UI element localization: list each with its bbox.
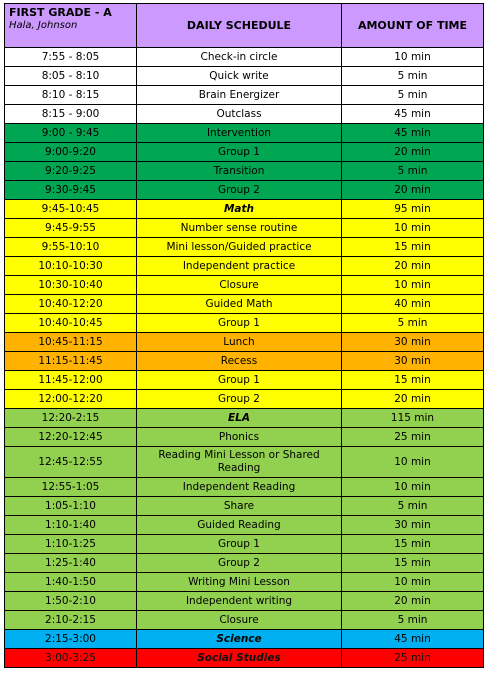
- time-cell: 1:05-1:10: [5, 497, 137, 516]
- schedule-row: [5, 181, 484, 200]
- amount-cell: 5 min: [342, 611, 484, 630]
- time-cell: 8:15 - 9:00: [5, 105, 137, 124]
- amount-cell: 15 min: [342, 554, 484, 573]
- schedule-row: [5, 592, 484, 611]
- activity-cell: Independent Reading: [137, 478, 342, 497]
- activity-cell: Mini lesson/Guided practice: [137, 238, 342, 257]
- activity-cell: Group 1: [137, 535, 342, 554]
- schedule-row: [5, 314, 484, 333]
- time-cell: 9:45-10:45: [5, 200, 137, 219]
- time-cell: 9:00-9:20: [5, 143, 137, 162]
- schedule-row: [5, 649, 484, 668]
- amount-cell: 20 min: [342, 390, 484, 409]
- activity-cell: Outclass: [137, 105, 342, 124]
- activity-cell: Closure: [137, 611, 342, 630]
- time-cell: 8:05 - 8:10: [5, 67, 137, 86]
- amount-cell: 25 min: [342, 649, 484, 668]
- amount-cell: 15 min: [342, 535, 484, 554]
- header-row: [5, 4, 484, 48]
- activity-cell: Brain Energizer: [137, 86, 342, 105]
- schedule-row: [5, 276, 484, 295]
- amount-cell: 5 min: [342, 497, 484, 516]
- amount-cell: 30 min: [342, 516, 484, 535]
- time-cell: 9:55-10:10: [5, 238, 137, 257]
- amount-cell: 20 min: [342, 592, 484, 611]
- amount-cell: 45 min: [342, 630, 484, 649]
- activity-cell: Recess: [137, 352, 342, 371]
- amount-cell: 95 min: [342, 200, 484, 219]
- amount-cell: 10 min: [342, 219, 484, 238]
- activity-cell: Guided Reading: [137, 516, 342, 535]
- time-cell: 7:55 - 8:05: [5, 48, 137, 67]
- amount-cell: 10 min: [342, 478, 484, 497]
- activity-cell: Guided Math: [137, 295, 342, 314]
- schedule-row: [5, 238, 484, 257]
- amount-cell: 15 min: [342, 238, 484, 257]
- schedule-row: [5, 535, 484, 554]
- schedule-row: [5, 497, 484, 516]
- time-cell: 1:10-1:25: [5, 535, 137, 554]
- time-cell: 3:00-3:25: [5, 649, 137, 668]
- schedule-row: [5, 428, 484, 447]
- time-cell: 2:10-2:15: [5, 611, 137, 630]
- time-cell: 2:15-3:00: [5, 630, 137, 649]
- activity-cell: Share: [137, 497, 342, 516]
- activity-cell: Science: [137, 630, 342, 649]
- amount-cell: 25 min: [342, 428, 484, 447]
- activity-cell: Math: [137, 200, 342, 219]
- schedule-row: [5, 200, 484, 219]
- time-cell: 11:45-12:00: [5, 371, 137, 390]
- activity-cell: Intervention: [137, 124, 342, 143]
- amount-cell: 45 min: [342, 124, 484, 143]
- activity-cell: Lunch: [137, 333, 342, 352]
- activity-cell: Group 2: [137, 554, 342, 573]
- amount-cell: 30 min: [342, 333, 484, 352]
- time-cell: 10:45-11:15: [5, 333, 137, 352]
- amount-cell: 10 min: [342, 447, 484, 478]
- time-cell: 1:25-1:40: [5, 554, 137, 573]
- amount-cell: 5 min: [342, 67, 484, 86]
- activity-cell: Quick write: [137, 67, 342, 86]
- time-cell: 10:10-10:30: [5, 257, 137, 276]
- amount-of-time-header: AMOUNT OF TIME: [342, 4, 484, 48]
- amount-cell: 20 min: [342, 143, 484, 162]
- activity-cell: ELA: [137, 409, 342, 428]
- time-cell: 12:20-2:15: [5, 409, 137, 428]
- time-cell: 1:40-1:50: [5, 573, 137, 592]
- time-cell: 12:00-12:20: [5, 390, 137, 409]
- activity-cell: Independent practice: [137, 257, 342, 276]
- amount-cell: 40 min: [342, 295, 484, 314]
- activity-cell: Writing Mini Lesson: [137, 573, 342, 592]
- schedule-row: [5, 409, 484, 428]
- amount-cell: 115 min: [342, 409, 484, 428]
- time-cell: 10:40-10:45: [5, 314, 137, 333]
- schedule-row: [5, 86, 484, 105]
- schedule-row: [5, 352, 484, 371]
- teacher-names: Hala, Johnson: [9, 20, 78, 31]
- time-cell: 9:00 - 9:45: [5, 124, 137, 143]
- time-cell: 9:30-9:45: [5, 181, 137, 200]
- amount-cell: 10 min: [342, 48, 484, 67]
- activity-cell: Group 1: [137, 143, 342, 162]
- activity-cell: Check-in circle: [137, 48, 342, 67]
- amount-cell: 20 min: [342, 257, 484, 276]
- time-cell: 10:30-10:40: [5, 276, 137, 295]
- activity-cell: Independent writing: [137, 592, 342, 611]
- schedule-row: [5, 143, 484, 162]
- class-title: FIRST GRADE - A: [9, 6, 112, 19]
- schedule-row: [5, 554, 484, 573]
- time-cell: 12:45-12:55: [5, 447, 137, 478]
- class-header-cell: [5, 4, 137, 48]
- time-cell: 12:20-12:45: [5, 428, 137, 447]
- schedule-row: [5, 371, 484, 390]
- amount-cell: 45 min: [342, 105, 484, 124]
- amount-cell: 5 min: [342, 86, 484, 105]
- schedule-row: [5, 478, 484, 497]
- time-cell: 1:10-1:40: [5, 516, 137, 535]
- schedule-row: [5, 390, 484, 409]
- amount-cell: 5 min: [342, 162, 484, 181]
- schedule-row: [5, 219, 484, 238]
- schedule-row: [5, 257, 484, 276]
- activity-cell: Number sense routine: [137, 219, 342, 238]
- activity-cell: Group 1: [137, 314, 342, 333]
- activity-cell: Group 2: [137, 181, 342, 200]
- activity-cell: Closure: [137, 276, 342, 295]
- schedule-row: [5, 611, 484, 630]
- activity-cell: Group 1: [137, 371, 342, 390]
- amount-cell: 10 min: [342, 276, 484, 295]
- daily-schedule-table: [4, 3, 484, 668]
- schedule-row: [5, 48, 484, 67]
- activity-cell: Group 2: [137, 390, 342, 409]
- time-cell: 9:45-9:55: [5, 219, 137, 238]
- schedule-row: [5, 630, 484, 649]
- time-cell: 1:50-2:10: [5, 592, 137, 611]
- schedule-row: [5, 105, 484, 124]
- activity-cell: Social Studies: [137, 649, 342, 668]
- amount-cell: 5 min: [342, 314, 484, 333]
- activity-cell: Phonics: [137, 428, 342, 447]
- amount-cell: 15 min: [342, 371, 484, 390]
- schedule-row: [5, 516, 484, 535]
- time-cell: 9:20-9:25: [5, 162, 137, 181]
- activity-cell: Transition: [137, 162, 342, 181]
- daily-schedule-header: DAILY SCHEDULE: [137, 4, 342, 48]
- time-cell: 8:10 - 8:15: [5, 86, 137, 105]
- amount-cell: 20 min: [342, 181, 484, 200]
- schedule-row: [5, 162, 484, 181]
- time-cell: 11:15-11:45: [5, 352, 137, 371]
- time-cell: 10:40-12:20: [5, 295, 137, 314]
- schedule-row: [5, 295, 484, 314]
- amount-cell: 10 min: [342, 573, 484, 592]
- amount-cell: 30 min: [342, 352, 484, 371]
- schedule-row: [5, 67, 484, 86]
- schedule-row: [5, 447, 484, 478]
- activity-cell: Reading Mini Lesson or Shared Reading: [137, 447, 342, 478]
- schedule-row: [5, 333, 484, 352]
- schedule-row: [5, 573, 484, 592]
- time-cell: 12:55-1:05: [5, 478, 137, 497]
- schedule-row: [5, 124, 484, 143]
